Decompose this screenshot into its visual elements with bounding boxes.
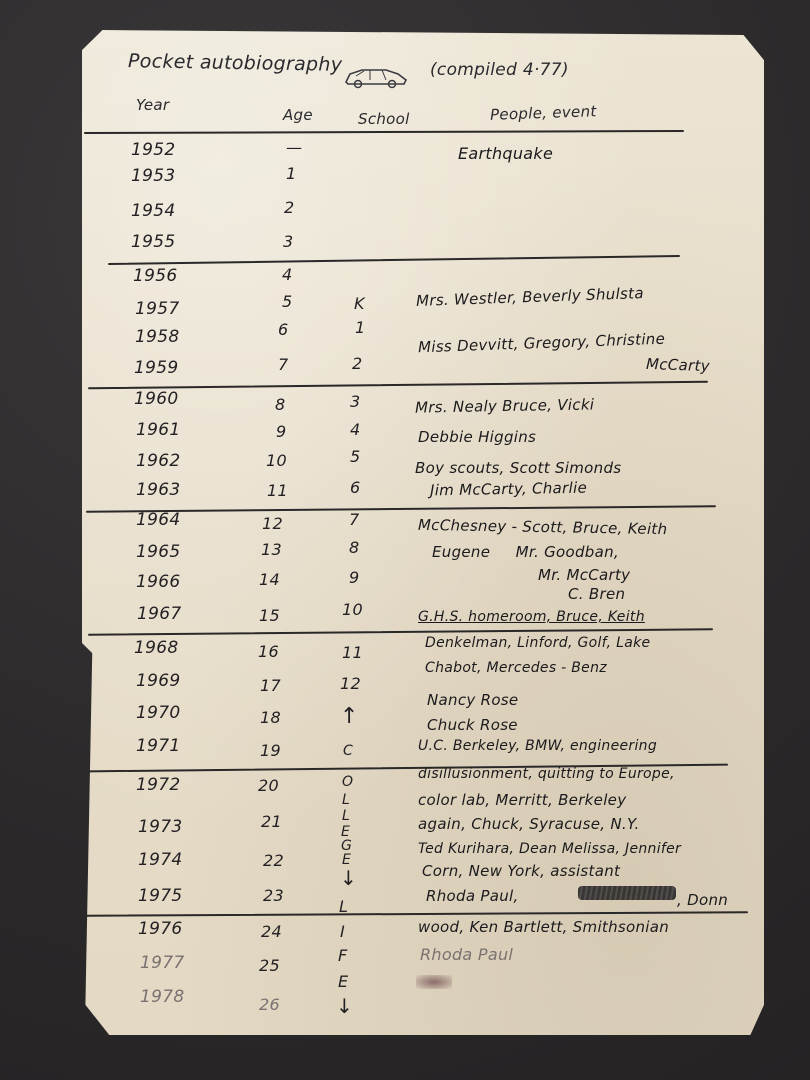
age-cell: 15 <box>259 606 280 625</box>
school-cell: 7 <box>349 510 360 529</box>
age-cell: 8 <box>275 395 286 414</box>
life-letter: F <box>338 946 348 965</box>
event-text: Corn, New York, assistant <box>422 862 621 880</box>
age-cell: 4 <box>282 265 293 284</box>
age-cell: 12 <box>262 514 283 533</box>
age-cell: 26 <box>259 995 280 1014</box>
year-cell: 1966 <box>136 572 181 592</box>
age-cell: 1 <box>286 164 297 183</box>
year-cell: 1968 <box>134 638 179 658</box>
header-year: Year <box>136 96 170 114</box>
event-text: U.C. Berkeley, BMW, engineering <box>418 738 658 754</box>
life-letter: L <box>339 897 349 916</box>
year-cell: 1977 <box>140 953 185 973</box>
age-cell: 23 <box>263 886 284 905</box>
event-text: Nancy Rose <box>427 691 519 709</box>
year-cell: 1973 <box>138 817 183 837</box>
school-cell: K <box>354 294 365 313</box>
event-text: McChesney - Scott, Bruce, Keith <box>417 515 668 539</box>
event-text: Eugene Mr. Goodban, <box>432 543 619 561</box>
event-text: Rhoda Paul <box>420 945 514 964</box>
header-age: Age <box>283 106 313 124</box>
year-cell: 1955 <box>131 232 176 252</box>
year-cell: 1954 <box>131 201 176 221</box>
compiled-date: (compiled 4·77) <box>430 60 569 80</box>
age-cell: 6 <box>278 320 289 339</box>
event-text: Mr. McCarty <box>538 566 631 584</box>
year-cell: 1962 <box>136 451 181 471</box>
year-cell: 1969 <box>136 671 181 691</box>
age-cell: 10 <box>266 451 287 470</box>
school-cell: 3 <box>350 392 361 411</box>
school-cell: 4 <box>350 420 361 439</box>
page-title: Pocket autobiography <box>127 50 343 76</box>
school-cell: L <box>342 808 351 824</box>
event-text: Earthquake <box>458 144 554 163</box>
event-text: wood, Ken Bartlett, Smithsonian <box>418 918 670 936</box>
school-cell: 6 <box>350 478 361 497</box>
year-cell: 1975 <box>138 886 183 906</box>
event-text: Chabot, Mercedes - Benz <box>425 660 607 676</box>
event-text: Chuck Rose <box>427 716 518 734</box>
year-cell: 1953 <box>131 166 176 186</box>
event-text: Miss Devvitt, Gregory, Christine <box>417 329 666 357</box>
life-letter: I <box>340 922 346 941</box>
event-text: Mrs. Westler, Beverly Shulsta <box>415 284 645 310</box>
car-doodle-icon <box>342 64 410 94</box>
event-text: Boy scouts, Scott Simonds <box>415 459 622 477</box>
school-cell: C <box>343 743 354 759</box>
event-text: Debbie Higgins <box>418 428 537 446</box>
year-cell: 1976 <box>138 919 183 939</box>
year-cell: 1961 <box>136 420 181 440</box>
school-cell: 5 <box>350 447 361 466</box>
age-cell: 25 <box>259 956 280 975</box>
year-cell: 1952 <box>131 140 176 160</box>
age-cell: 18 <box>260 708 281 727</box>
school-cell: 12 <box>340 674 361 693</box>
school-cell: 10 <box>342 600 363 619</box>
event-text: Ted Kurihara, Dean Melissa, Jennifer <box>418 841 682 857</box>
header-people: People, event <box>489 102 597 124</box>
event-text: Rhoda Paul, <box>426 887 519 905</box>
school-cell: 2 <box>352 354 363 373</box>
year-cell: 1972 <box>136 775 181 795</box>
event-text: G.H.S. homeroom, Bruce, Keith <box>418 609 645 625</box>
event-text: Denkelman, Linford, Golf, Lake <box>425 635 651 651</box>
age-cell: 9 <box>276 422 287 441</box>
age-cell: 17 <box>260 676 281 695</box>
event-text: disillusionment, quitting to Europe, <box>418 766 675 782</box>
school-cell: 1 <box>355 318 366 337</box>
school-cell: 8 <box>349 538 360 557</box>
year-cell: 1967 <box>137 604 182 624</box>
event-text: Jim McCarty, Charlie <box>429 478 588 500</box>
school-cell: E <box>341 824 351 840</box>
school-cell: 9 <box>349 568 360 587</box>
event-text: Mrs. Nealy Bruce, Vicki <box>414 395 595 417</box>
event-text: color lab, Merritt, Berkeley <box>418 791 627 809</box>
age-cell: 5 <box>282 292 293 311</box>
age-cell: 16 <box>258 642 279 661</box>
school-cell: G <box>341 838 353 854</box>
age-cell: 20 <box>258 776 279 795</box>
age-cell: 19 <box>260 741 281 760</box>
year-cell: 1971 <box>136 736 181 756</box>
age-cell: 2 <box>284 198 295 217</box>
age-cell: — <box>286 138 303 157</box>
year-cell: 1959 <box>134 358 179 378</box>
age-cell: 21 <box>261 812 282 831</box>
school-cell: O <box>342 774 354 790</box>
year-cell: 1974 <box>138 850 183 870</box>
year-cell: 1963 <box>136 480 181 500</box>
year-cell: 1964 <box>136 510 181 530</box>
age-cell: 11 <box>267 481 288 500</box>
college-arrow-down-icon: ↓ <box>340 866 358 890</box>
school-cell: L <box>342 792 351 808</box>
event-text: , Donn <box>677 891 729 909</box>
event-text: again, Chuck, Syracuse, N.Y. <box>418 815 640 833</box>
school-cell: 11 <box>342 643 363 662</box>
college-arrow-up-icon: ↑ <box>340 704 359 729</box>
life-letter: E <box>338 972 349 991</box>
school-cell: E <box>342 852 352 868</box>
life-arrow-down-icon: ↓ <box>336 994 354 1018</box>
age-cell: 22 <box>263 851 284 870</box>
year-cell: 1957 <box>135 299 180 319</box>
scribbled-out-name <box>578 886 676 900</box>
year-cell: 1958 <box>135 327 180 347</box>
year-cell: 1970 <box>136 703 181 723</box>
year-cell: 1978 <box>140 987 185 1007</box>
event-text: C. Bren <box>568 585 626 603</box>
age-cell: 14 <box>259 570 280 589</box>
event-text: McCarty <box>645 354 711 376</box>
ink-smudge <box>416 975 452 989</box>
age-cell: 7 <box>278 355 289 374</box>
header-school: School <box>358 110 410 128</box>
year-cell: 1956 <box>133 266 178 286</box>
year-cell: 1965 <box>136 542 181 562</box>
year-cell: 1960 <box>134 389 179 409</box>
age-cell: 3 <box>283 232 294 251</box>
age-cell: 24 <box>261 922 282 941</box>
age-cell: 13 <box>261 540 282 559</box>
